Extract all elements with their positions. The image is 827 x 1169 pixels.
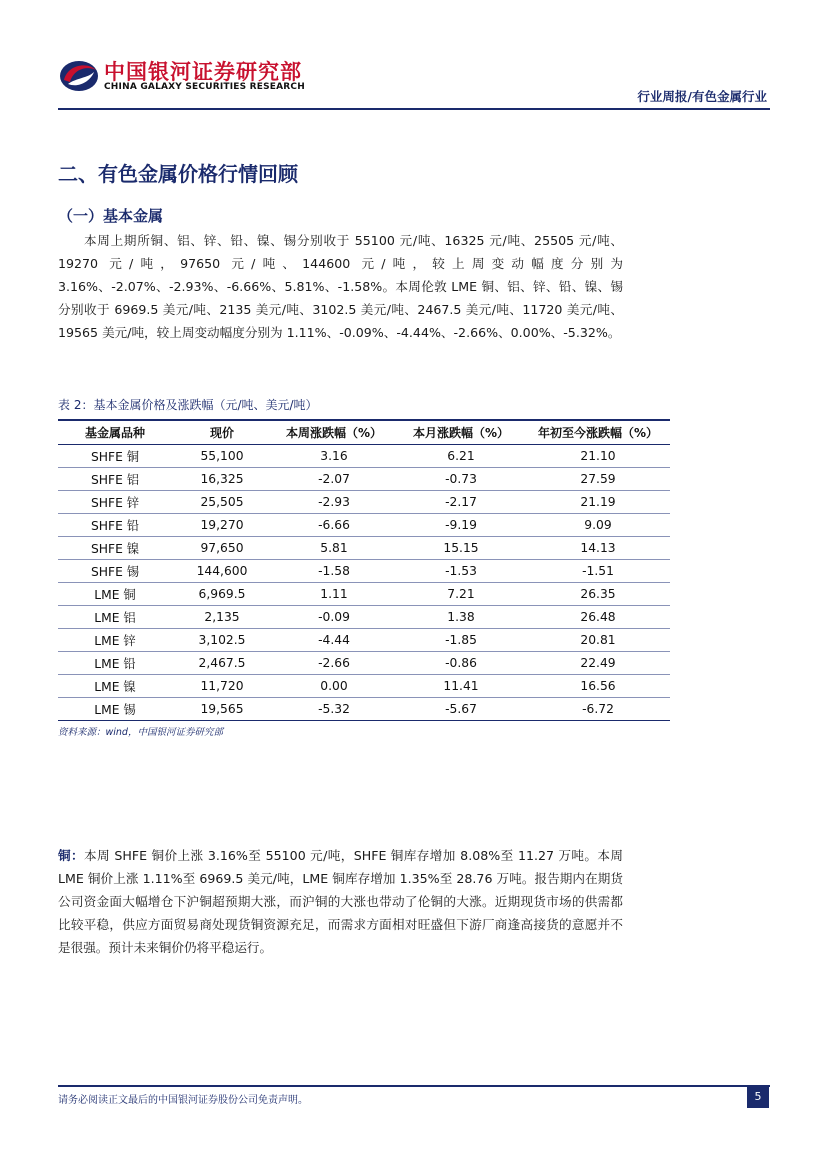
table-cell: 26.35 xyxy=(526,583,670,606)
table-cell: 9.09 xyxy=(526,514,670,537)
table-cell: 5.81 xyxy=(272,537,396,560)
footer-disclaimer: 请务必阅读正文最后的中国银河证券股份公司免责声明。 xyxy=(58,1095,308,1106)
table-cell: -5.32 xyxy=(272,698,396,721)
table-cell: 11.41 xyxy=(396,675,526,698)
table-cell: LME 铜 xyxy=(58,583,172,606)
table-cell: 2,135 xyxy=(172,606,272,629)
table-cell: -2.66 xyxy=(272,652,396,675)
table-cell: LME 铅 xyxy=(58,652,172,675)
table-cell: -1.58 xyxy=(272,560,396,583)
copper-text-block xyxy=(58,844,623,959)
table-cell: 14.13 xyxy=(526,537,670,560)
table-caption: 表 2：基本金属价格及涨跌幅（元/吨、美元/吨） xyxy=(58,398,318,412)
table-cell: 15.15 xyxy=(396,537,526,560)
metals-summary-paragraph xyxy=(58,229,623,344)
table-body xyxy=(58,445,670,721)
copper-lead: 铜： xyxy=(58,848,84,863)
table-header-cell: 现价 xyxy=(172,420,272,445)
metals-summary-text: 本周上期所铜、铝、锌、铅、镍、锡分别收于 55100 元/吨、16325 元/吨、25505 元/吨、19270 元/吨，97650 元/吨、144600 元/吨，较上周变动幅度分别为 3.16%、-2.07%、-2.93%、-6.66%、5.81%、-1.58%。本周伦敦 LME 铜、铝、锌、铅、镍、锡分别收于 6969.5 美元/吨、2135 美元/吨、3102.5 美元/吨、2467.5 美元/吨、11720 美元/吨、19565 美元/吨，较上周变动幅度分别为 1.11%、-0.09%、-4.44%、-2.66%、0.00%、-5.32%。 xyxy=(58,233,623,340)
table-cell: 19,565 xyxy=(172,698,272,721)
table-cell: -1.51 xyxy=(526,560,670,583)
table-cell: -2.17 xyxy=(396,491,526,514)
table-cell: 144,600 xyxy=(172,560,272,583)
table-cell: 6,969.5 xyxy=(172,583,272,606)
table-cell: -6.66 xyxy=(272,514,396,537)
table-cell: -5.67 xyxy=(396,698,526,721)
brand-name-cn: 中国银河证券研究部 xyxy=(104,60,302,84)
table-cell: -0.73 xyxy=(396,468,526,491)
table-cell: LME 镍 xyxy=(58,675,172,698)
table-cell: 21.10 xyxy=(526,445,670,468)
table-cell: -0.09 xyxy=(272,606,396,629)
table-row xyxy=(58,606,670,629)
table-row xyxy=(58,652,670,675)
table-cell: -1.53 xyxy=(396,560,526,583)
table-header-cell: 本月涨跌幅（%） xyxy=(396,420,526,445)
table-cell: SHFE 铜 xyxy=(58,445,172,468)
table-row xyxy=(58,445,670,468)
table-row xyxy=(58,468,670,491)
table-cell: 16,325 xyxy=(172,468,272,491)
table-header-cell: 基金属品种 xyxy=(58,420,172,445)
copper-text: 本周 SHFE 铜价上涨 3.16%至 55100 元/吨，SHFE 铜库存增加 8.08%至 11.27 万吨。本周 LME 铜价上涨 1.11%至 6969.5 美元/吨，LME 铜库存增加 1.35%至 28.76 万吨。报告期内在期货公司资金面大幅增仓下沪铜超预期大涨，而沪铜的大涨也带动了伦铜的大涨。近期现货市场的供需都比较平稳，供应方面贸易商处现货铜资源充足，而需求方面相对旺盛但下游厂商逢高接货的意愿并不是很强。预计未来铜价仍将平稳运行。 xyxy=(58,848,624,955)
table-row xyxy=(58,698,670,721)
table-cell: SHFE 铝 xyxy=(58,468,172,491)
table-cell: 1.11 xyxy=(272,583,396,606)
table-row xyxy=(58,514,670,537)
copper-paragraph xyxy=(58,844,623,959)
table-cell: 97,650 xyxy=(172,537,272,560)
table-source: 资料来源：wind，中国银河证券研究部 xyxy=(58,727,223,738)
table-cell: 25,505 xyxy=(172,491,272,514)
table-cell: 1.38 xyxy=(396,606,526,629)
company-logo-icon xyxy=(58,56,100,94)
table-cell: 19,270 xyxy=(172,514,272,537)
table-header-cell: 本周涨跌幅（%） xyxy=(272,420,396,445)
table-cell: 6.21 xyxy=(396,445,526,468)
table-cell: 26.48 xyxy=(526,606,670,629)
table-cell: SHFE 锌 xyxy=(58,491,172,514)
table-cell: -2.93 xyxy=(272,491,396,514)
report-category: 行业周报/有色金属行业 xyxy=(637,89,767,104)
page-number: 5 xyxy=(747,1086,769,1108)
footer-divider xyxy=(58,1085,770,1087)
table-cell: LME 铝 xyxy=(58,606,172,629)
table-cell: SHFE 锡 xyxy=(58,560,172,583)
table-cell: -6.72 xyxy=(526,698,670,721)
table-row xyxy=(58,583,670,606)
table-cell: -2.07 xyxy=(272,468,396,491)
table-cell: 55,100 xyxy=(172,445,272,468)
table-cell: LME 锌 xyxy=(58,629,172,652)
table-row xyxy=(58,629,670,652)
table-cell: LME 锡 xyxy=(58,698,172,721)
table-cell: -9.19 xyxy=(396,514,526,537)
table-cell: 2,467.5 xyxy=(172,652,272,675)
table-cell: 3.16 xyxy=(272,445,396,468)
table-cell: SHFE 铅 xyxy=(58,514,172,537)
section-title: 二、有色金属价格行情回顾 xyxy=(58,162,298,186)
table-row xyxy=(58,491,670,514)
table-cell: 22.49 xyxy=(526,652,670,675)
header-divider xyxy=(58,108,770,110)
metal-price-table xyxy=(58,419,670,721)
table-cell: -0.86 xyxy=(396,652,526,675)
table-cell: 3,102.5 xyxy=(172,629,272,652)
table-cell: 11,720 xyxy=(172,675,272,698)
table-row xyxy=(58,560,670,583)
table-header-cell: 年初至今涨跌幅（%） xyxy=(526,420,670,445)
table-header-row xyxy=(58,420,670,445)
table-cell: -4.44 xyxy=(272,629,396,652)
table-cell: 0.00 xyxy=(272,675,396,698)
table-cell: 21.19 xyxy=(526,491,670,514)
table-row xyxy=(58,537,670,560)
brand-name-en: CHINA GALAXY SECURITIES RESEARCH xyxy=(104,82,305,92)
subsection-title: （一）基本金属 xyxy=(58,207,164,225)
table-cell: 20.81 xyxy=(526,629,670,652)
table-cell: 27.59 xyxy=(526,468,670,491)
table-cell: 16.56 xyxy=(526,675,670,698)
table-cell: -1.85 xyxy=(396,629,526,652)
table-cell: 7.21 xyxy=(396,583,526,606)
table-cell: SHFE 镍 xyxy=(58,537,172,560)
table-row xyxy=(58,675,670,698)
